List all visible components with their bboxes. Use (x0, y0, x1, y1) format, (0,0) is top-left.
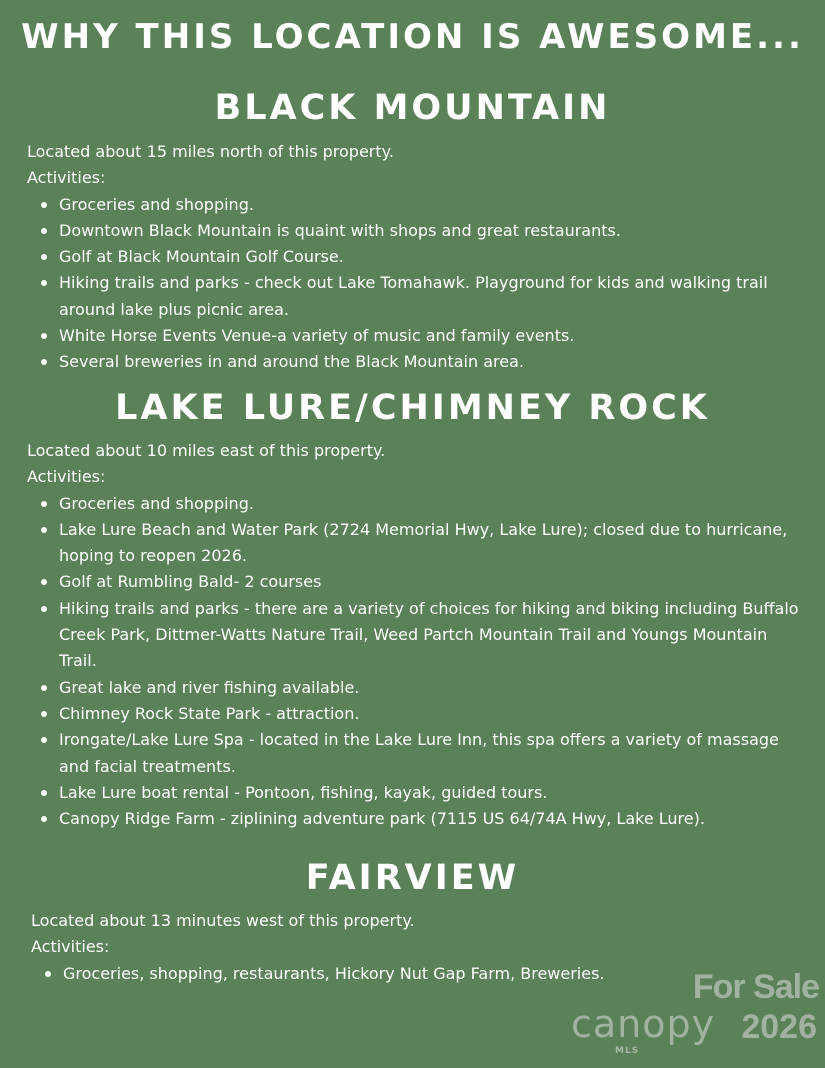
canopy-mls-watermark (571, 968, 821, 1060)
list-item: Lake Lure Beach and Water Park (2724 Memorial Hwy, Lake Lure); closed due to hurricane, hoping to reopen 2026. (59, 517, 807, 570)
list-item: Groceries and shopping. (59, 192, 807, 218)
list-item: Chimney Rock State Park - attraction. (59, 701, 807, 727)
list-item: Hiking trails and parks - check out Lake Tomahawk. Playground for kids and walking trail around lake plus picnic area. (59, 270, 807, 323)
list-item: Groceries, shopping, restaurants, Hickory Nut Gap Farm, Breweries. (63, 961, 811, 987)
activities-label: Activities: (27, 168, 106, 188)
list-item: Several breweries in and around the Black Mountain area. (59, 349, 807, 375)
section-lake-lure (27, 438, 807, 832)
location-text: Located about 15 miles north of this property. (27, 142, 394, 161)
location-text: Located about 10 miles east of this property. (27, 441, 386, 460)
list-item: Groceries and shopping. (59, 491, 807, 517)
activities-list (27, 491, 807, 833)
activities-label: Activities: (31, 937, 110, 957)
list-item: Canopy Ridge Farm - ziplining adventure park (7115 US 64/74A Hwy, Lake Lure). (59, 806, 807, 832)
section-heading-black-mountain: BLACK MOUNTAIN (214, 88, 611, 128)
watermark-year: 2026 (741, 1008, 817, 1046)
watermark-for-sale: For Sale (692, 968, 819, 1006)
activities-label: Activities: (27, 467, 106, 487)
section-heading-fairview: FAIRVIEW (305, 858, 520, 898)
list-item: Golf at Black Mountain Golf Course. (59, 244, 807, 270)
section-heading-lake-lure: LAKE LURE/CHIMNEY ROCK (115, 388, 710, 428)
canopy-logo-sub: MLS (615, 1046, 640, 1056)
list-item: Hiking trails and parks - there are a variety of choices for hiking and biking including Buffalo Creek Park, Dittmer-Watts Nature Trail, Weed Partch Mountain Trail and Youngs Mountain Trail. (59, 596, 807, 675)
page-title: WHY THIS LOCATION IS AWESOME... (21, 17, 804, 57)
list-item: Golf at Rumbling Bald- 2 courses (59, 569, 807, 595)
list-item: Irongate/Lake Lure Spa - located in the Lake Lure Inn, this spa offers a variety of massage and facial treatments. (59, 727, 807, 780)
activities-list (27, 192, 807, 376)
list-item: Downtown Black Mountain is quaint with shops and great restaurants. (59, 218, 807, 244)
list-item: White Horse Events Venue-a variety of music and family events. (59, 323, 807, 349)
section-black-mountain (27, 139, 807, 376)
list-item: Great lake and river fishing available. (59, 675, 807, 701)
location-text: Located about 13 minutes west of this property. (31, 911, 415, 930)
list-item: Lake Lure boat rental - Pontoon, fishing, kayak, guided tours. (59, 780, 807, 806)
canopy-logo: canopy (571, 1002, 716, 1046)
